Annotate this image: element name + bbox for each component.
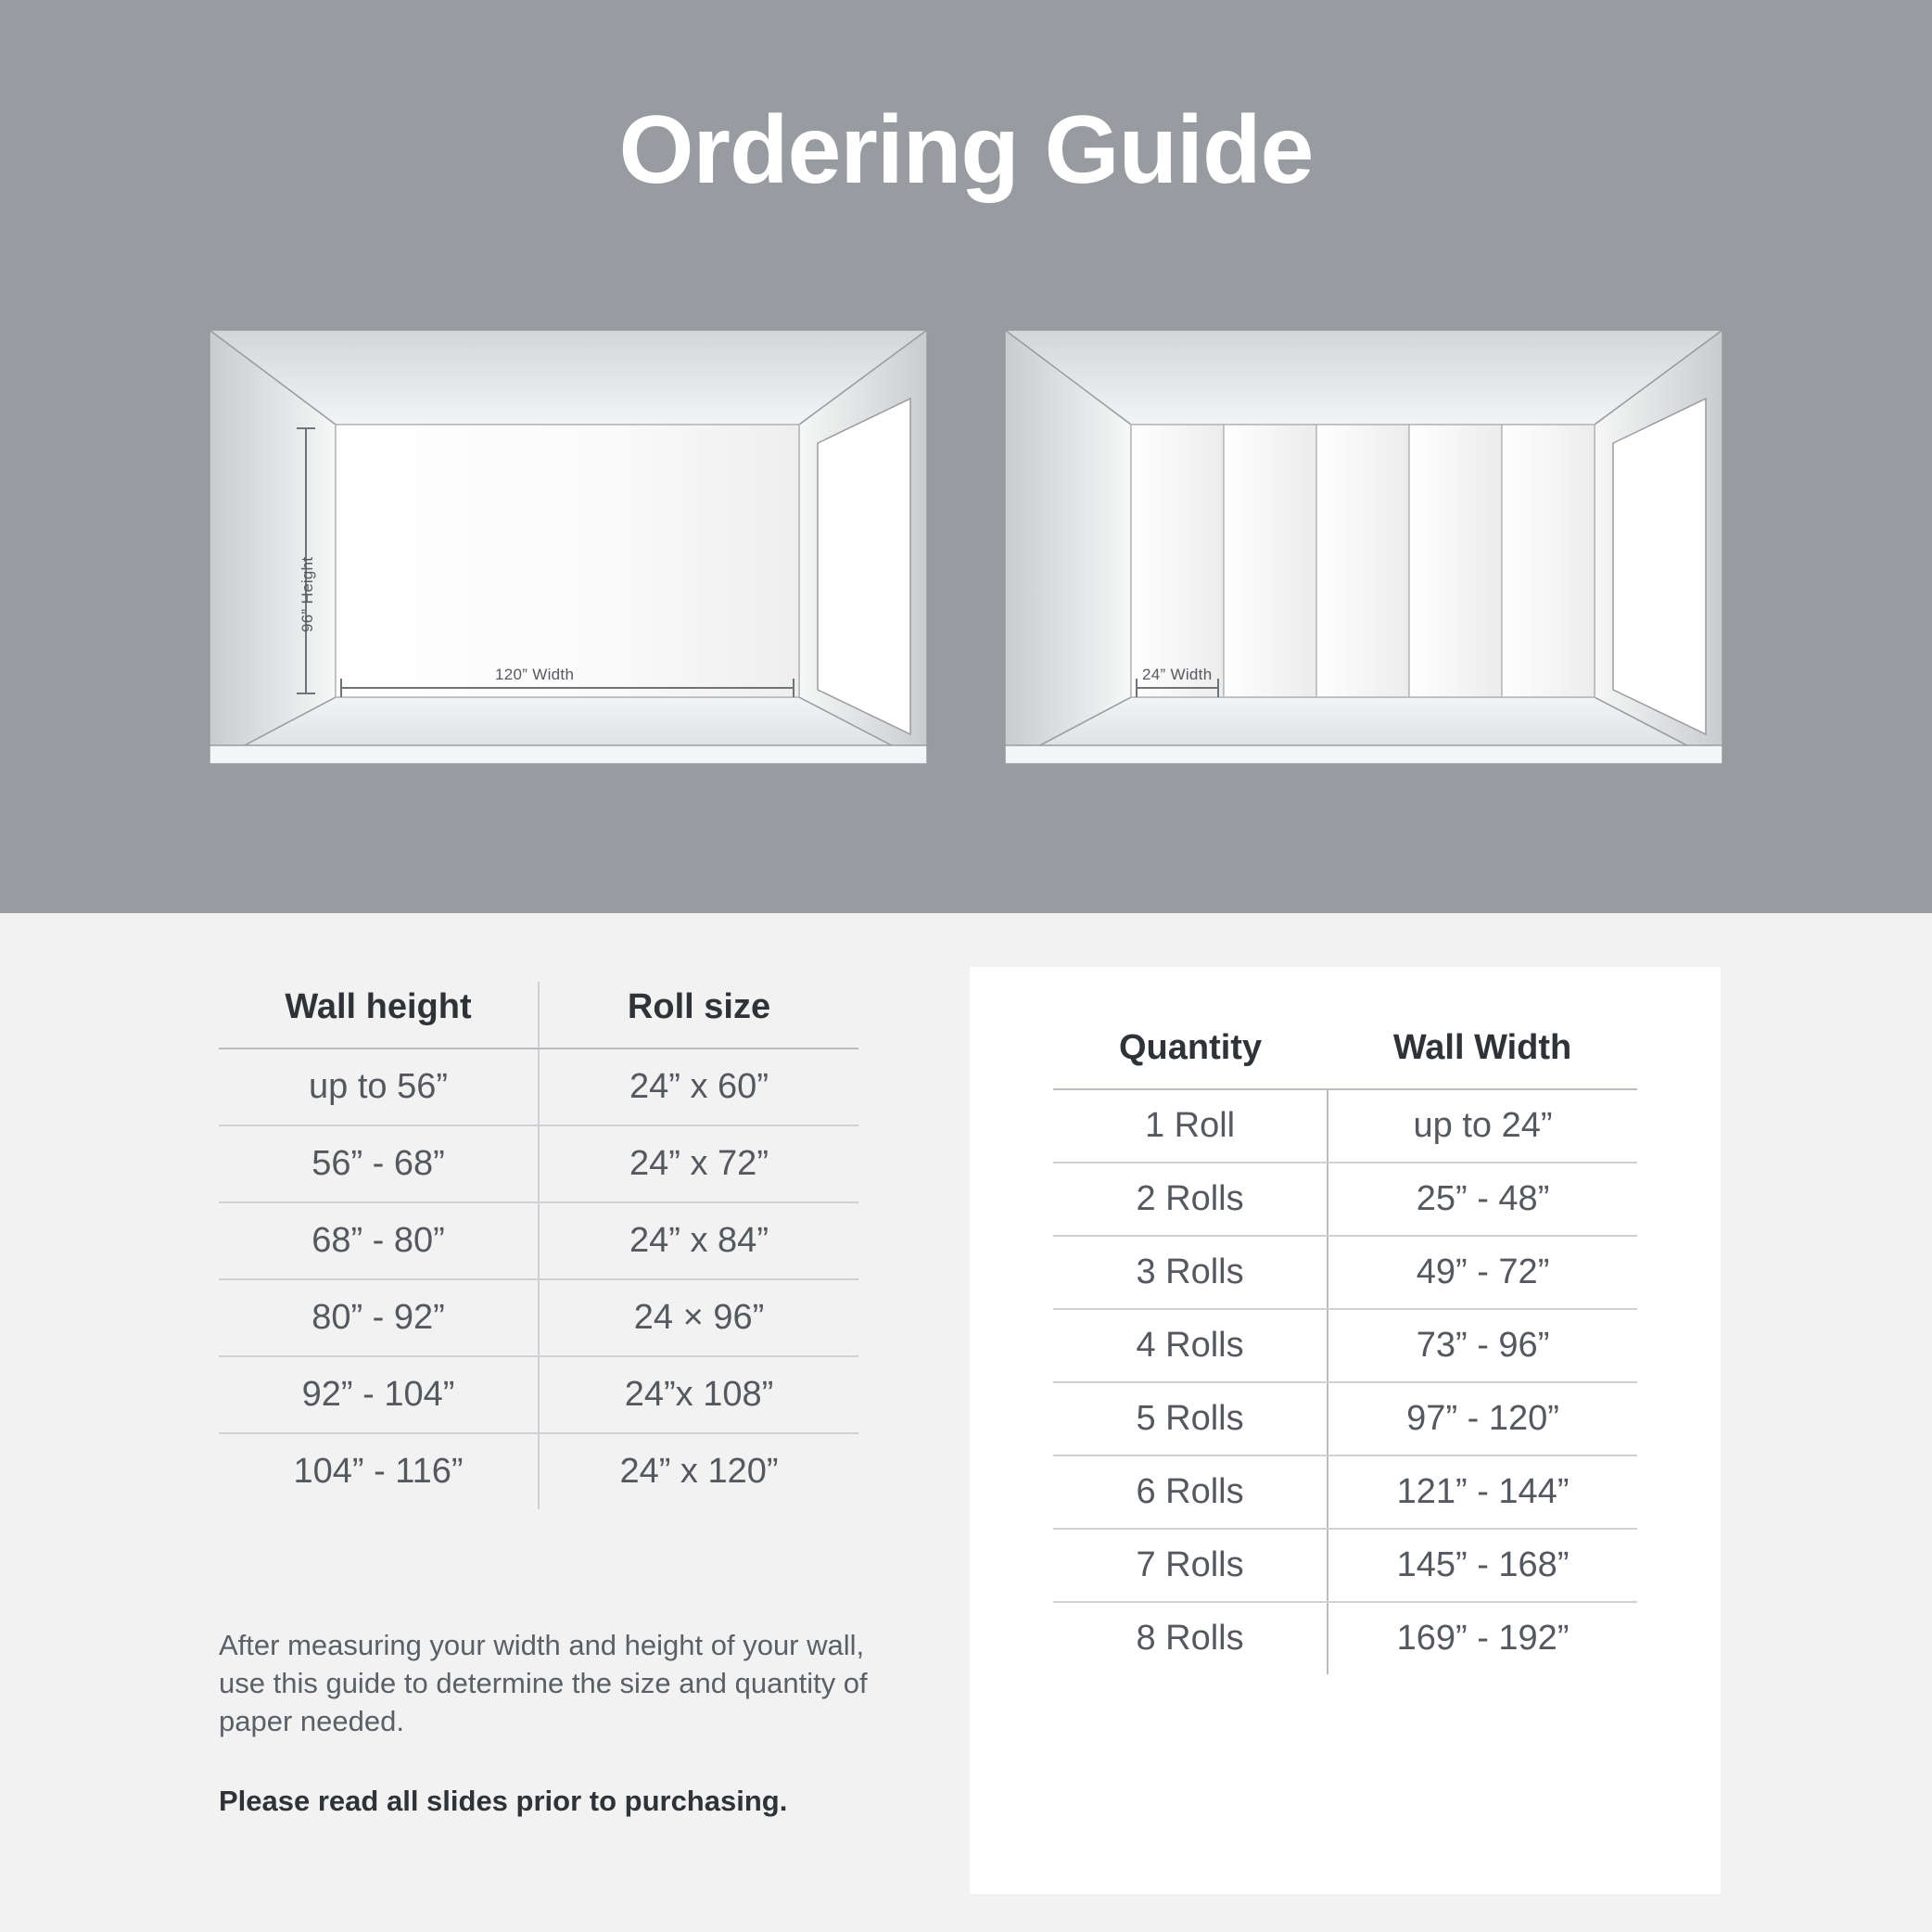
table-row	[219, 1125, 858, 1202]
cell-wall-width: 49” - 72”	[1328, 1236, 1637, 1309]
quantity-table-card	[970, 967, 1721, 1894]
cell-wall-width: 97” - 120”	[1328, 1382, 1637, 1455]
cell-wall-height: 104” - 116”	[293, 1452, 464, 1491]
cell-roll-size: 24 × 96”	[539, 1279, 858, 1356]
cell-quantity: 6 Rolls	[1053, 1455, 1328, 1529]
cell-roll-size: 24”x 108”	[539, 1356, 858, 1433]
paneled-wall-room-diagram	[1001, 326, 1726, 782]
header-quantity: Quantity	[1053, 1023, 1328, 1089]
page-title: Ordering Guide	[618, 96, 1314, 204]
quantity-table	[1053, 1023, 1637, 1674]
cell-quantity: 8 Rolls	[1136, 1619, 1244, 1658]
cell-quantity: 7 Rolls	[1053, 1529, 1328, 1602]
wall-height-table-wrapper	[219, 982, 858, 1509]
table-row	[1053, 1455, 1637, 1529]
table-row	[1053, 1529, 1637, 1602]
bottom-section	[0, 913, 1932, 1932]
header-wall-width: Wall Width	[1328, 1023, 1637, 1089]
table-row	[1053, 1309, 1637, 1382]
table-header-row	[1053, 1023, 1637, 1089]
header-wall-height: Wall height	[219, 982, 539, 1049]
cell-wall-height: 56” - 68”	[219, 1125, 539, 1202]
cell-roll-size: 24” x 84”	[539, 1202, 858, 1279]
cell-wall-width: 121” - 144”	[1328, 1455, 1637, 1529]
cell-quantity: 1 Roll	[1053, 1089, 1328, 1163]
cell-roll-size: 24” x 60”	[539, 1049, 858, 1125]
table-row	[219, 1356, 858, 1433]
table-row	[219, 1279, 858, 1356]
cell-wall-width: up to 24”	[1328, 1089, 1637, 1163]
cell-wall-height: 80” - 92”	[219, 1279, 539, 1356]
cell-roll-size: 24” x 72”	[539, 1125, 858, 1202]
cell-quantity: 4 Rolls	[1053, 1309, 1328, 1382]
cell-quantity: 3 Rolls	[1053, 1236, 1328, 1309]
quantity-table-wrapper	[1053, 1023, 1637, 1674]
wall-height-table	[219, 982, 858, 1509]
table-row	[1053, 1089, 1637, 1163]
header-roll-size: Roll size	[539, 982, 858, 1049]
cell-quantity: 2 Rolls	[1053, 1163, 1328, 1236]
cell-wall-width: 169” - 192”	[1328, 1602, 1637, 1674]
measuring-note: After measuring your width and height of your wall, use this guide to determine the size and quantity of paper needed.	[219, 1629, 868, 1737]
table-row	[219, 1433, 858, 1509]
cell-quantity: 5 Rolls	[1053, 1382, 1328, 1455]
table-header-row	[219, 982, 858, 1049]
table-row	[219, 1202, 858, 1279]
panel-width-dimension-label: 24” Width	[1142, 666, 1213, 683]
table-row	[1053, 1236, 1637, 1309]
cell-wall-width: 73” - 96”	[1328, 1309, 1637, 1382]
cell-wall-width: 25” - 48”	[1328, 1163, 1637, 1236]
height-dimension-label: 96” Height	[299, 556, 316, 632]
table-row	[219, 1049, 858, 1125]
read-slides-note: Please read all slides prior to purchasing.	[219, 1785, 788, 1817]
cell-roll-size: 24” x 120”	[539, 1433, 858, 1509]
table-row	[1053, 1602, 1637, 1674]
cell-wall-width: 145” - 168”	[1328, 1529, 1637, 1602]
full-wall-room-diagram	[206, 326, 931, 782]
cell-wall-height: 92” - 104”	[219, 1356, 539, 1433]
hero-banner	[0, 0, 1932, 913]
table-row	[1053, 1382, 1637, 1455]
table-row	[1053, 1163, 1637, 1236]
cell-wall-height: 68” - 80”	[219, 1202, 539, 1279]
cell-wall-height: up to 56”	[219, 1049, 539, 1125]
width-dimension-label: 120” Width	[495, 666, 575, 683]
